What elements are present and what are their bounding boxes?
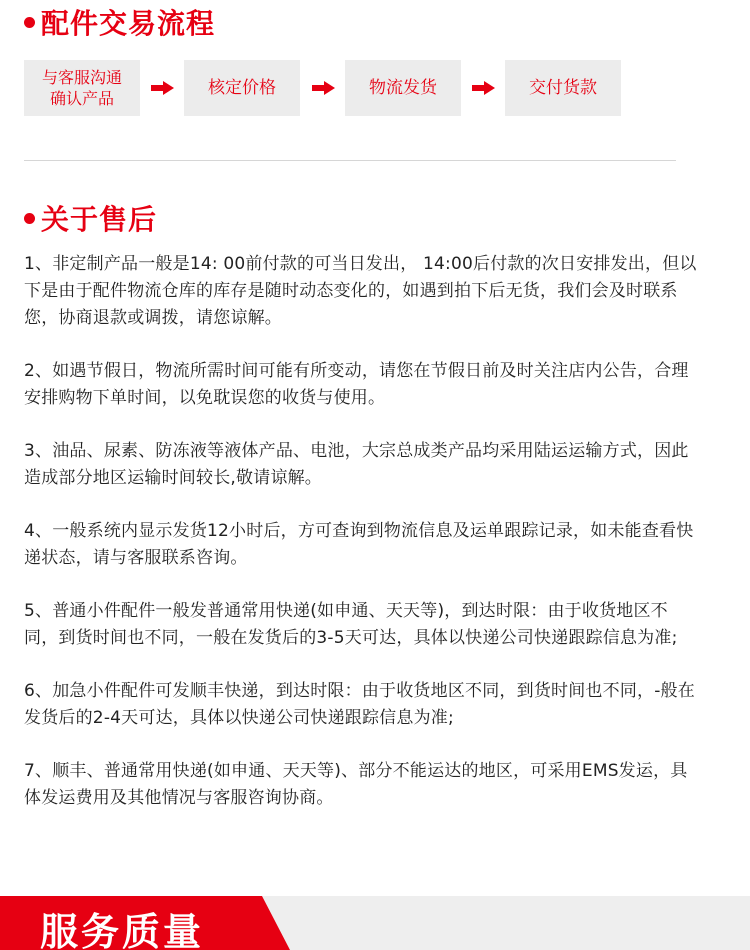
aftersales-section-title: 关于售后 [41,203,158,236]
right-arrow-icon [151,81,175,95]
flow-step-contact: 与客服沟通 确认产品 [24,60,140,116]
flow-step-payment: 交付货款 [505,60,621,116]
policy-item: 1、非定制产品一般是14: 00前付款的可当日发出， 14:00后付款的次日安排发出，但以下是由于配件物流仓库的库存是随时动态变化的，如遇到拍下后无货，我们会及时联系您，协商退款或调拨，请您谅解。 [24,254,697,328]
right-arrow-icon [472,81,496,95]
flow-step-price: 核定价格 [184,60,300,116]
policy-item: 6、加急小件配件可发顺丰快递，到达时限：由于收货地区不同，到货时间也不同，-般在发货后的2-4天可达，具体以快递公司快递跟踪信息为准; [24,681,695,728]
policy-item: 5、普通小件配件一般发普通常用快递(如申通、天天等)，到达时限：由于收货地区不同，到货时间也不同，一般在发货后的3-5天可达，具体以快递公司快递跟踪信息为准; [24,601,678,648]
process-flow [24,60,624,116]
aftersales-section-heading [24,198,157,238]
policy-item: 4、一般系统内显示发货12小时后，方可查询到物流信息及运单跟踪记录，如未能查看快递状态，请与客服联系咨询。 [24,521,694,568]
policy-item: 7、顺丰、普通常用快递(如申通、天天等)、部分不能运达的地区，可采用EMS发运，具体发运费用及其他情况与客服咨询协商。 [24,761,688,808]
bullet-dot-icon [24,17,35,28]
process-section-heading [24,2,215,42]
policy-item: 2、如遇节假日，物流所需时间可能有所变动，请您在节假日前及时关注店内公告，合理安排购物下单时间，以免耽误您的收货与使用。 [24,361,689,408]
service-quality-banner [0,896,750,950]
aftersales-policy-list [24,251,700,838]
flow-step-shipping: 物流发货 [345,60,461,116]
process-section-title: 配件交易流程 [41,7,216,40]
policy-item: 3、油品、尿素、防冻液等液体产品、电池，大宗总成类产品均采用陆运运输方式，因此造成部分地区运输时间较长,敬请谅解。 [24,441,689,488]
section-divider [24,160,676,161]
bullet-dot-icon [24,213,35,224]
right-arrow-icon [312,81,336,95]
service-quality-title: 服务质量 [40,910,205,950]
